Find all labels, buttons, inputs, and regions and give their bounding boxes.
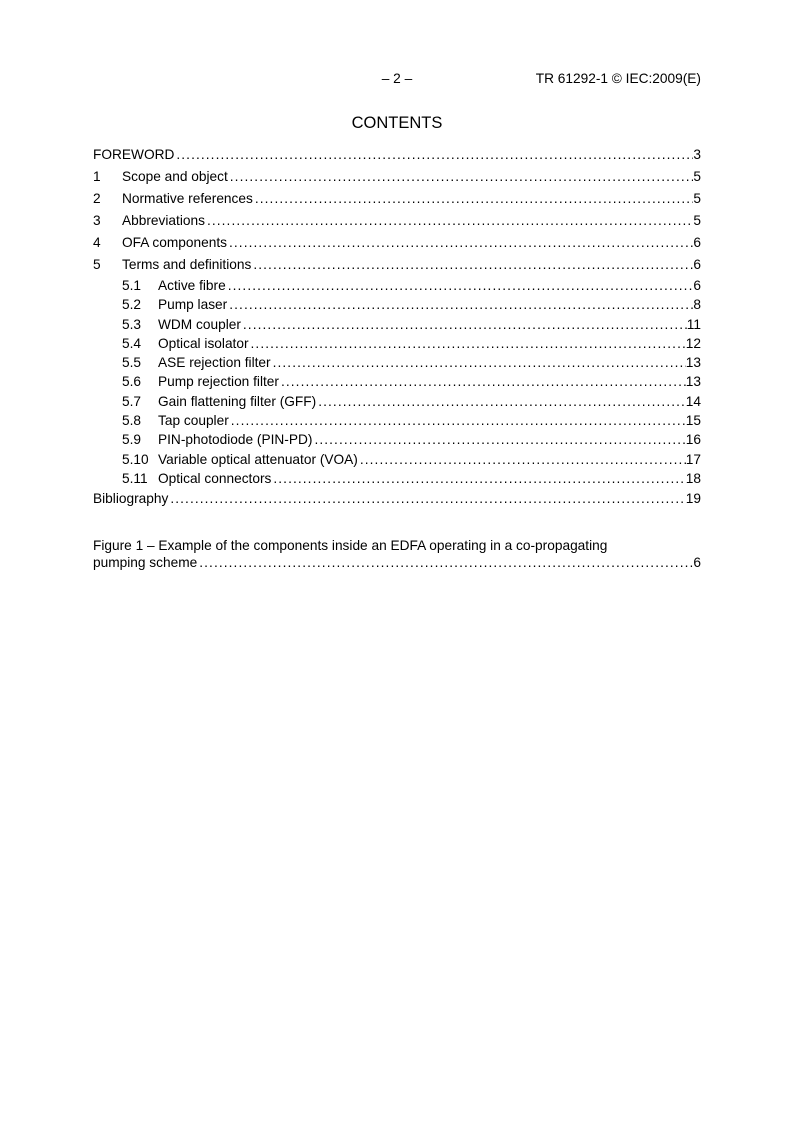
dot-leader	[358, 450, 686, 469]
toc-entry-page: 6	[693, 257, 701, 272]
toc-entry-number: 5.10	[122, 451, 149, 467]
toc-entry-number: 5.4	[122, 335, 142, 351]
toc-entry-number: 5	[93, 257, 101, 272]
dot-leader	[271, 353, 686, 372]
toc-entry-page: 13	[685, 374, 701, 390]
toc-entry[interactable]	[93, 188, 701, 210]
toc-entry-number: 5.5	[122, 355, 142, 371]
dot-leader	[312, 430, 685, 449]
figure-entry-page: 6	[693, 555, 701, 571]
dot-leader	[226, 276, 694, 295]
toc-entry-page: 12	[685, 335, 701, 351]
toc-entry[interactable]	[93, 488, 701, 510]
toc-entry-page: 11	[686, 316, 701, 332]
toc-entry-label: Abbreviations	[122, 213, 205, 228]
toc-entry-number: 5.3	[122, 316, 142, 332]
toc-entry-page: 6	[693, 278, 701, 293]
dot-leader	[253, 188, 694, 210]
toc-entry-page: 5	[693, 191, 701, 206]
figure-list-entry[interactable]	[93, 537, 701, 571]
figure-entry-label-line1: Figure 1 – Example of the components inside an EDFA operating in a co-propagating	[93, 538, 608, 554]
dot-leader	[227, 295, 693, 314]
dot-leader	[271, 469, 685, 488]
toc-entry[interactable]	[93, 210, 701, 232]
toc-entry-page: 16	[685, 432, 701, 448]
toc-entry-label: Tap coupler	[158, 413, 229, 429]
dot-leader	[227, 232, 693, 254]
dot-leader	[205, 210, 693, 232]
toc-entry[interactable]	[93, 166, 701, 188]
toc-entry[interactable]	[93, 411, 701, 430]
toc-entry-page: 3	[693, 147, 701, 162]
dot-leader	[241, 315, 687, 334]
toc-entry-number: 5.6	[122, 374, 142, 390]
toc-entry-label: PIN-photodiode (PIN-PD)	[158, 432, 313, 448]
toc-entry-number: 5.7	[122, 393, 142, 409]
dot-leader	[279, 372, 686, 391]
toc-entry[interactable]	[93, 450, 701, 469]
toc-entry-label: Gain flattening filter (GFF)	[158, 393, 317, 409]
toc-entry-page: 6	[693, 235, 701, 250]
toc-entry-label: Variable optical attenuator (VOA)	[158, 451, 358, 467]
toc-entry-page: 15	[685, 413, 701, 429]
toc-entry-label: Pump laser	[158, 297, 228, 313]
toc-entry-label: Terms and definitions	[122, 257, 252, 272]
toc-entry[interactable]	[93, 353, 701, 372]
toc-entry-number: 4	[93, 235, 101, 250]
contents-title: CONTENTS	[351, 114, 443, 132]
toc-entry-label: ASE rejection filter	[158, 355, 271, 371]
dot-leader	[174, 144, 693, 166]
toc-entry-label: Scope and object	[122, 169, 228, 184]
toc-entry[interactable]	[93, 334, 701, 353]
toc-list	[93, 144, 701, 571]
toc-entry[interactable]	[93, 295, 701, 314]
header-doc-reference: TR 61292-1 © IEC:2009(E)	[535, 71, 701, 86]
toc-entry-label: Optical connectors	[158, 470, 272, 486]
toc-entry[interactable]	[93, 430, 701, 449]
toc-entry-page: 14	[685, 393, 701, 409]
dot-leader	[168, 488, 685, 510]
toc-entry-label: Pump rejection filter	[158, 374, 279, 390]
toc-entry-label: Optical isolator	[158, 335, 249, 351]
toc-entry[interactable]	[93, 469, 701, 488]
toc-entry-number: 2	[93, 191, 101, 206]
header-page-number: – 2 –	[381, 71, 413, 86]
dot-leader	[228, 166, 694, 188]
dot-leader	[316, 392, 686, 411]
toc-entry-label: Normative references	[122, 191, 253, 206]
toc-entry[interactable]	[93, 315, 701, 334]
dot-leader	[251, 254, 693, 276]
toc-entry-label: Bibliography	[93, 491, 169, 507]
page-header	[93, 71, 701, 87]
dot-leader	[249, 334, 686, 353]
toc-entry-number: 1	[93, 169, 101, 184]
figure-entry-label-line2: pumping scheme	[93, 555, 198, 571]
dot-leader	[197, 554, 693, 571]
toc-entry-page: 18	[685, 470, 701, 486]
toc-entry-number: 5.9	[122, 432, 142, 448]
toc-entry-number: 5.11	[122, 470, 148, 486]
toc-entry-number: 5.8	[122, 413, 142, 429]
toc-entry[interactable]	[93, 254, 701, 276]
toc-entry-label: WDM coupler	[158, 316, 241, 332]
toc-entry-number: 5.1	[122, 278, 142, 293]
toc-entry-number: 3	[93, 213, 101, 228]
toc-entry-page: 8	[693, 297, 701, 313]
toc-entry[interactable]	[93, 232, 701, 254]
toc-entry-label: Active fibre	[158, 278, 226, 293]
toc-entry-label: OFA components	[122, 235, 227, 250]
toc-entry[interactable]	[93, 372, 701, 391]
toc-entry-page: 17	[685, 451, 701, 467]
toc-entry-page: 19	[685, 491, 701, 507]
toc-entry-page: 13	[685, 355, 701, 371]
toc-entry[interactable]	[93, 276, 701, 295]
toc-entry[interactable]	[93, 144, 701, 166]
dot-leader	[229, 411, 686, 430]
toc-entry-label: FOREWORD	[93, 147, 175, 162]
toc-entry-page: 5	[693, 213, 701, 228]
toc-entry[interactable]	[93, 392, 701, 411]
toc-entry-number: 5.2	[122, 297, 142, 313]
toc-entry-page: 5	[693, 169, 701, 184]
